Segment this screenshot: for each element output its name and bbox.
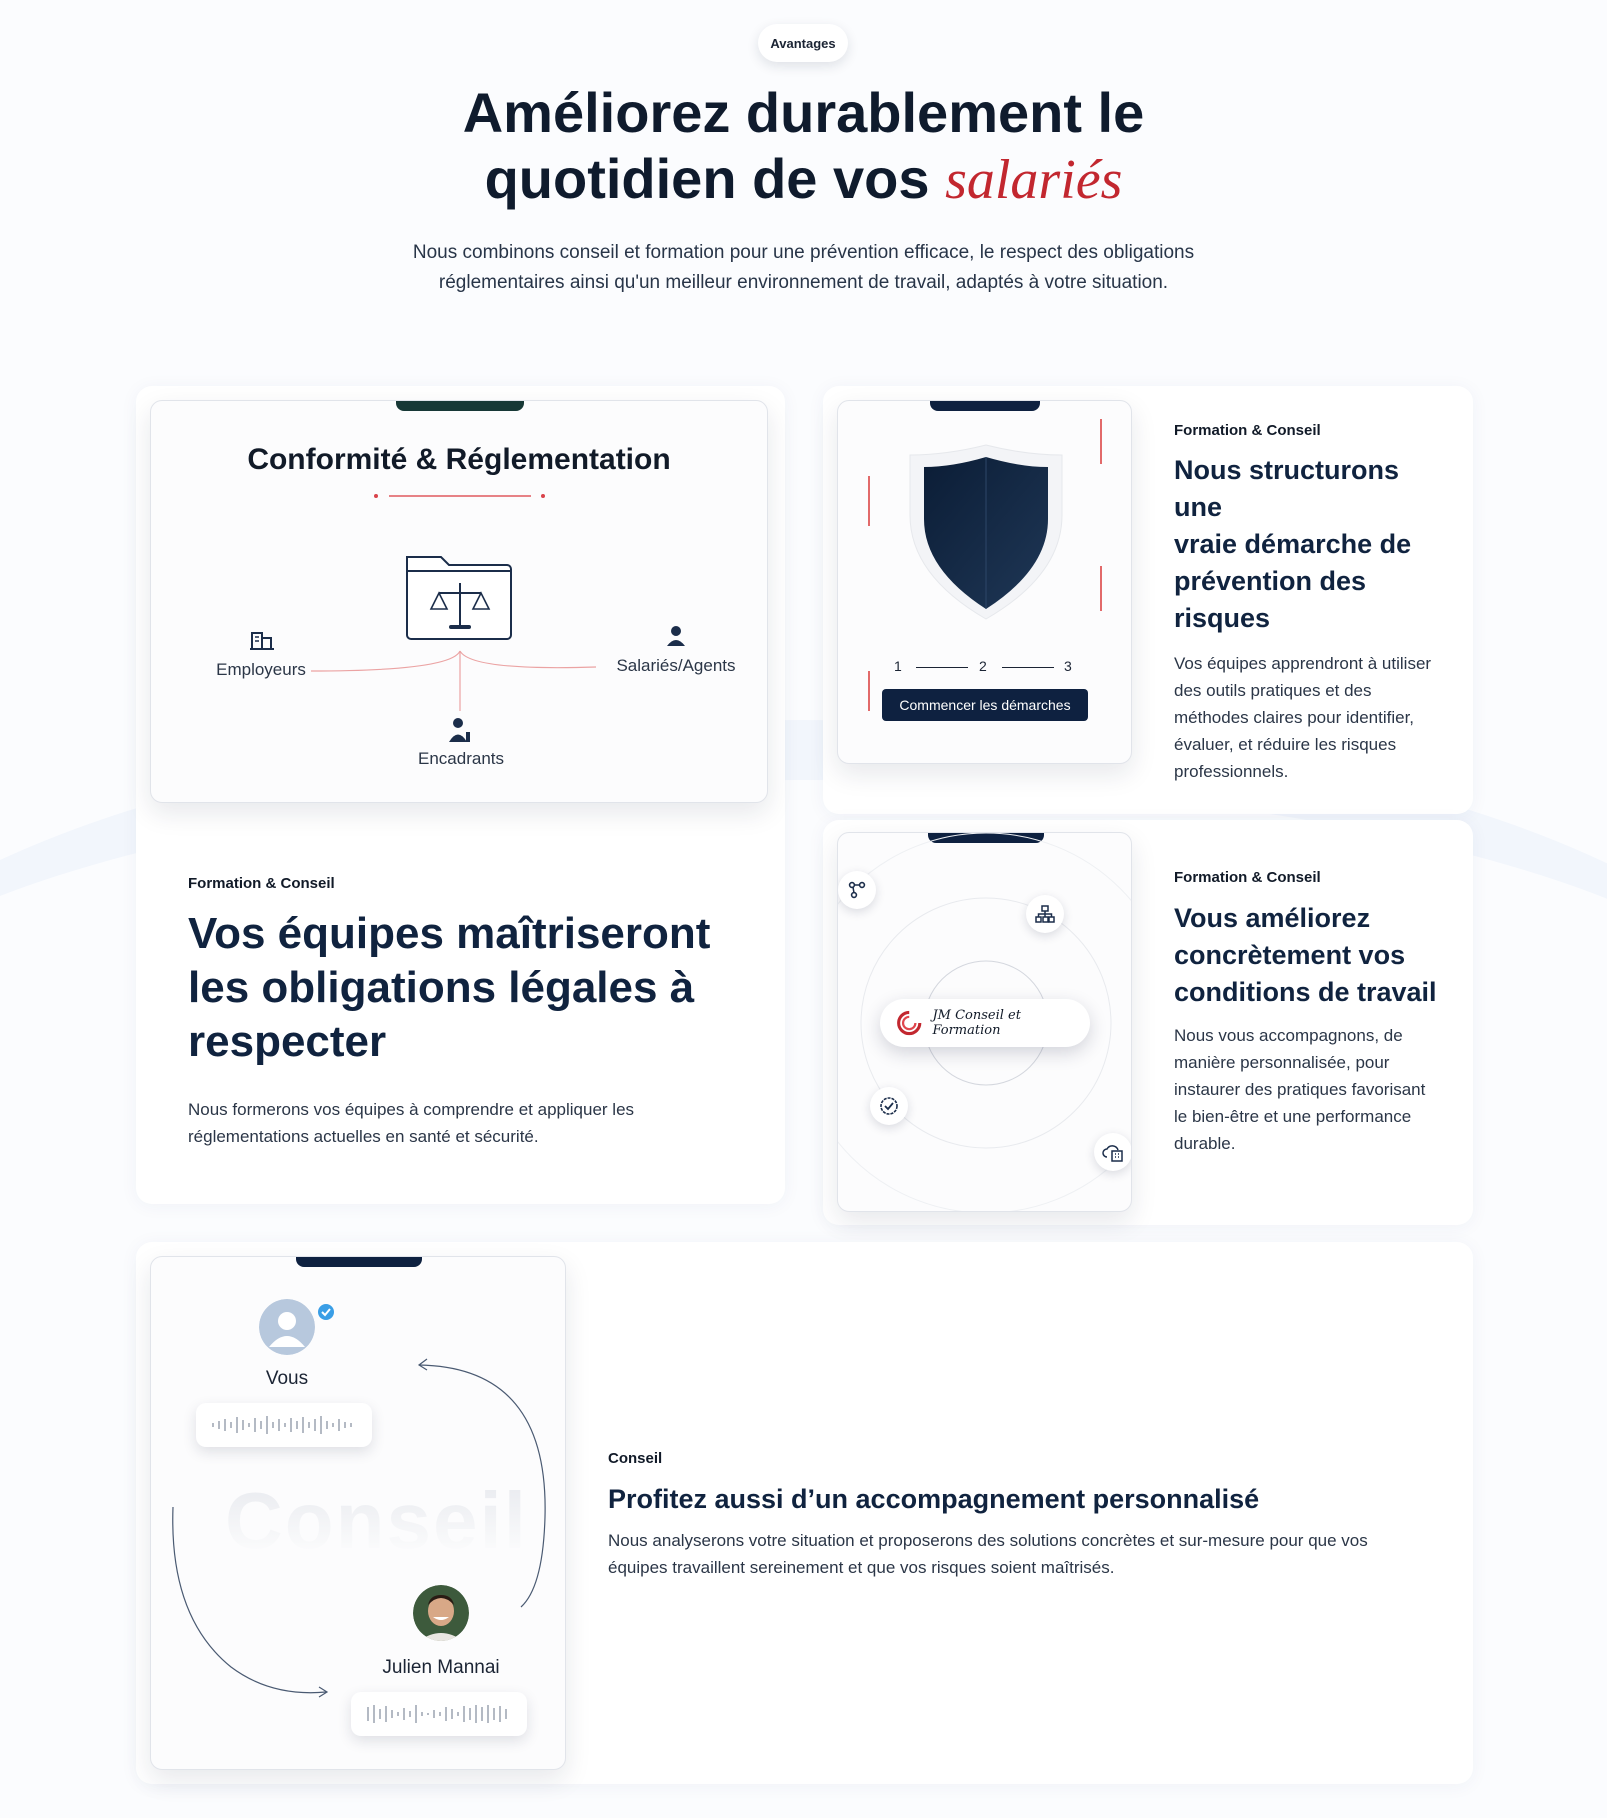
step-line xyxy=(1002,667,1054,668)
hero-subtitle-line1: Nous combinons conseil et formation pour une prévention efficace, le respect des obligations xyxy=(412,242,1195,263)
card2-title-line5: risques xyxy=(1174,603,1271,633)
conditions-visual xyxy=(837,832,1132,1212)
card2-text-line4: évaluer, et réduire les risques xyxy=(1174,735,1397,754)
cloud-building-icon xyxy=(1094,1133,1132,1171)
advisor-avatar xyxy=(413,1585,469,1641)
card1-text-line1: Nous formerons vos équipes à comprendre et appliquer les xyxy=(188,1100,635,1119)
check-badge-icon xyxy=(870,1087,908,1125)
hero-title-line2: quotidien de vos xyxy=(484,147,930,210)
card1-text xyxy=(188,1096,748,1150)
card2-text-line1: Vos équipes apprendront à utiliser xyxy=(1174,654,1432,673)
org-chart-icon xyxy=(1026,895,1064,933)
red-mark xyxy=(868,476,870,526)
conseil-watermark: Conseil xyxy=(225,1476,528,1565)
manager-icon xyxy=(448,717,472,743)
card4-title: Profitez aussi d’un accompagnement personnalisé xyxy=(608,1484,1260,1514)
card2-text-line3: méthodes claires pour identifier, xyxy=(1174,708,1415,727)
audio-wave-icon xyxy=(364,1702,514,1726)
share-nodes-icon xyxy=(838,871,876,909)
card3-text-line4: le bien-être et une performance xyxy=(1174,1107,1412,1126)
card3-text xyxy=(1174,1022,1464,1157)
card-prevention xyxy=(823,386,1473,814)
section-badge: Avantages xyxy=(758,24,848,62)
node-salaries: Salariés/Agents xyxy=(616,656,736,675)
card3-text-line1: Nous vous accompagnons, de xyxy=(1174,1026,1403,1045)
card3-text-line5: durable. xyxy=(1174,1134,1236,1153)
red-mark xyxy=(1100,566,1102,611)
node-encadrants: Encadrants xyxy=(418,749,504,768)
card2-text-line5: professionnels. xyxy=(1174,762,1289,781)
card2-title-line2: une xyxy=(1174,492,1223,522)
step-2: 2 xyxy=(979,658,987,674)
verified-badge-icon xyxy=(317,1303,335,1321)
hero-subtitle-line2: réglementaires ainsi qu'un meilleur environnement de travail, adaptés à votre situation. xyxy=(438,272,1169,293)
card2-title xyxy=(1174,452,1444,637)
visual-title: Conformité & Réglementation xyxy=(247,443,671,476)
start-steps-button[interactable]: Commencer les démarches xyxy=(882,689,1088,721)
prevention-visual xyxy=(837,400,1132,764)
user-label: Vous xyxy=(265,1368,309,1389)
card2-title-line4: prévention des xyxy=(1174,566,1367,596)
hero-title-accent: salariés xyxy=(945,149,1123,211)
card1-title-line3: respecter xyxy=(188,1017,387,1066)
card-compliance xyxy=(136,386,785,1204)
building-icon xyxy=(249,627,275,651)
hero-title xyxy=(300,80,1307,213)
step-line xyxy=(916,667,968,668)
step-3: 3 xyxy=(1064,658,1072,674)
brand-logo xyxy=(880,999,1090,1047)
brand-mark-icon xyxy=(896,1008,922,1038)
card3-title-line3: conditions de travail xyxy=(1174,977,1437,1007)
user-avatar-icon xyxy=(259,1299,315,1355)
person-icon xyxy=(665,625,687,647)
frame-tab xyxy=(396,401,524,411)
card3-title xyxy=(1174,900,1464,1011)
card2-text xyxy=(1174,650,1459,785)
card2-title-line3: vraie démarche de xyxy=(1174,529,1412,559)
card3-title-line1: Vous améliorez xyxy=(1174,903,1371,933)
card1-title-line2: les obligations légales à xyxy=(188,963,695,1012)
card4-text-line1: Nous analyserons votre situation et proposerons des solutions concrètes et sur-mesure pour que vos xyxy=(608,1531,1368,1550)
advisor-audio-message[interactable] xyxy=(351,1692,527,1736)
card3-title-line2: concrètement vos xyxy=(1174,940,1406,970)
card-conditions xyxy=(823,820,1473,1225)
card4-text xyxy=(608,1527,1428,1581)
card4-eyebrow: Conseil xyxy=(608,1450,663,1467)
card3-eyebrow: Formation & Conseil xyxy=(1174,869,1321,886)
folder-scales-icon xyxy=(405,551,515,643)
hero-subtitle xyxy=(370,238,1237,298)
card1-title xyxy=(188,907,768,1069)
red-mark xyxy=(1100,419,1102,464)
advisor-name: Julien Mannai xyxy=(382,1657,500,1678)
card3-text-line3: instaurer des pratiques favorisant xyxy=(1174,1080,1426,1099)
card1-text-line2: réglementations actuelles en santé et sécurité. xyxy=(188,1127,539,1146)
card2-title-line1: Nous structurons xyxy=(1174,455,1400,485)
card4-text-line2: équipes travaillent sereinement et que vos risques soient maîtrisés. xyxy=(608,1558,1115,1577)
card-personal-support xyxy=(136,1242,1473,1784)
brand-logo-text: JM Conseil et Formation xyxy=(932,1008,1021,1038)
card3-text-line2: manière personnalisée, pour xyxy=(1174,1053,1390,1072)
node-employeurs: Employeurs xyxy=(216,660,306,679)
red-mark xyxy=(868,671,870,711)
frame-tab xyxy=(930,401,1040,411)
user-audio-message[interactable] xyxy=(196,1403,372,1447)
hero-title-line1: Améliorez durablement le xyxy=(462,81,1145,144)
compliance-visual xyxy=(150,400,768,803)
card2-eyebrow: Formation & Conseil xyxy=(1174,422,1321,439)
card2-text-line2: des outils pratiques et des xyxy=(1174,681,1372,700)
support-visual xyxy=(150,1256,566,1770)
step-1: 1 xyxy=(894,658,902,674)
card1-title-line1: Vos équipes maîtriseront xyxy=(188,909,711,958)
shield-icon xyxy=(906,441,1066,621)
audio-wave-icon xyxy=(209,1413,359,1437)
card1-eyebrow: Formation & Conseil xyxy=(188,875,335,892)
